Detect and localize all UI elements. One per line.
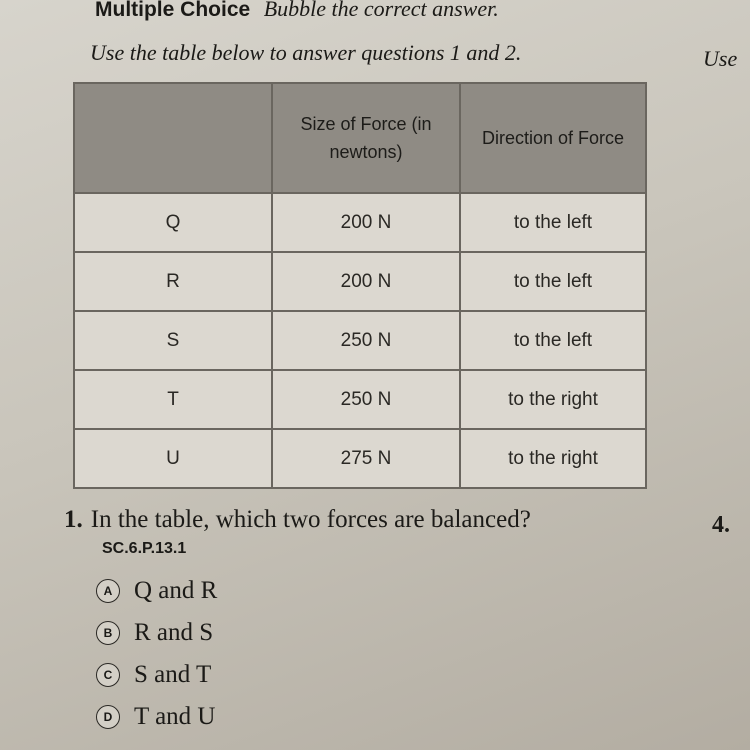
row-label: T xyxy=(74,370,272,429)
header-direction: Direction of Force xyxy=(460,83,646,193)
choice-text: Q and R xyxy=(134,577,218,604)
answer-bubble[interactable]: B xyxy=(96,621,120,645)
row-size: 250 N xyxy=(272,370,460,429)
row-size: 200 N xyxy=(272,193,460,252)
row-direction: to the right xyxy=(460,429,646,488)
choice-text: T and U xyxy=(134,703,216,730)
right-edge-text: Use xyxy=(703,46,738,71)
question-1 xyxy=(64,506,531,534)
table-row xyxy=(74,370,646,429)
answer-bubble[interactable]: A xyxy=(96,579,120,603)
answer-bubble[interactable]: C xyxy=(96,663,120,687)
row-direction: to the left xyxy=(460,252,646,311)
answer-bubble[interactable]: D xyxy=(96,705,120,729)
choice-text: R and S xyxy=(134,619,214,646)
standard-code: SC.6.P.13.1 xyxy=(102,540,187,557)
choice-b[interactable] xyxy=(96,612,217,654)
row-size: 200 N xyxy=(272,252,460,311)
choice-d[interactable] xyxy=(96,696,217,738)
row-label: S xyxy=(74,311,272,370)
table-row xyxy=(74,193,646,252)
answer-choices xyxy=(96,570,217,738)
row-size: 275 N xyxy=(272,429,460,488)
table-instruction: Use the table below to answer questions 1 and 2. xyxy=(90,40,522,65)
section-title: Multiple Choice xyxy=(95,0,251,21)
choice-c[interactable] xyxy=(96,654,217,696)
table-header-row xyxy=(74,83,646,193)
row-direction: to the left xyxy=(460,193,646,252)
choice-a[interactable] xyxy=(96,570,217,612)
row-label: U xyxy=(74,429,272,488)
table-row xyxy=(74,429,646,488)
header-size: Size of Force (in newtons) xyxy=(272,83,460,193)
force-table xyxy=(73,82,647,489)
question-number: 1. xyxy=(64,506,83,533)
section-instruction: Bubble the correct answer. xyxy=(263,0,499,21)
row-direction: to the right xyxy=(460,370,646,429)
table-row xyxy=(74,252,646,311)
table-row xyxy=(74,311,646,370)
choice-text: S and T xyxy=(134,661,212,688)
section-header xyxy=(95,0,499,22)
right-question-number: 4. xyxy=(712,512,730,538)
row-label: R xyxy=(74,252,272,311)
question-text: In the table, which two forces are balanced? xyxy=(90,506,531,533)
header-blank xyxy=(74,83,272,193)
row-direction: to the left xyxy=(460,311,646,370)
row-size: 250 N xyxy=(272,311,460,370)
row-label: Q xyxy=(74,193,272,252)
